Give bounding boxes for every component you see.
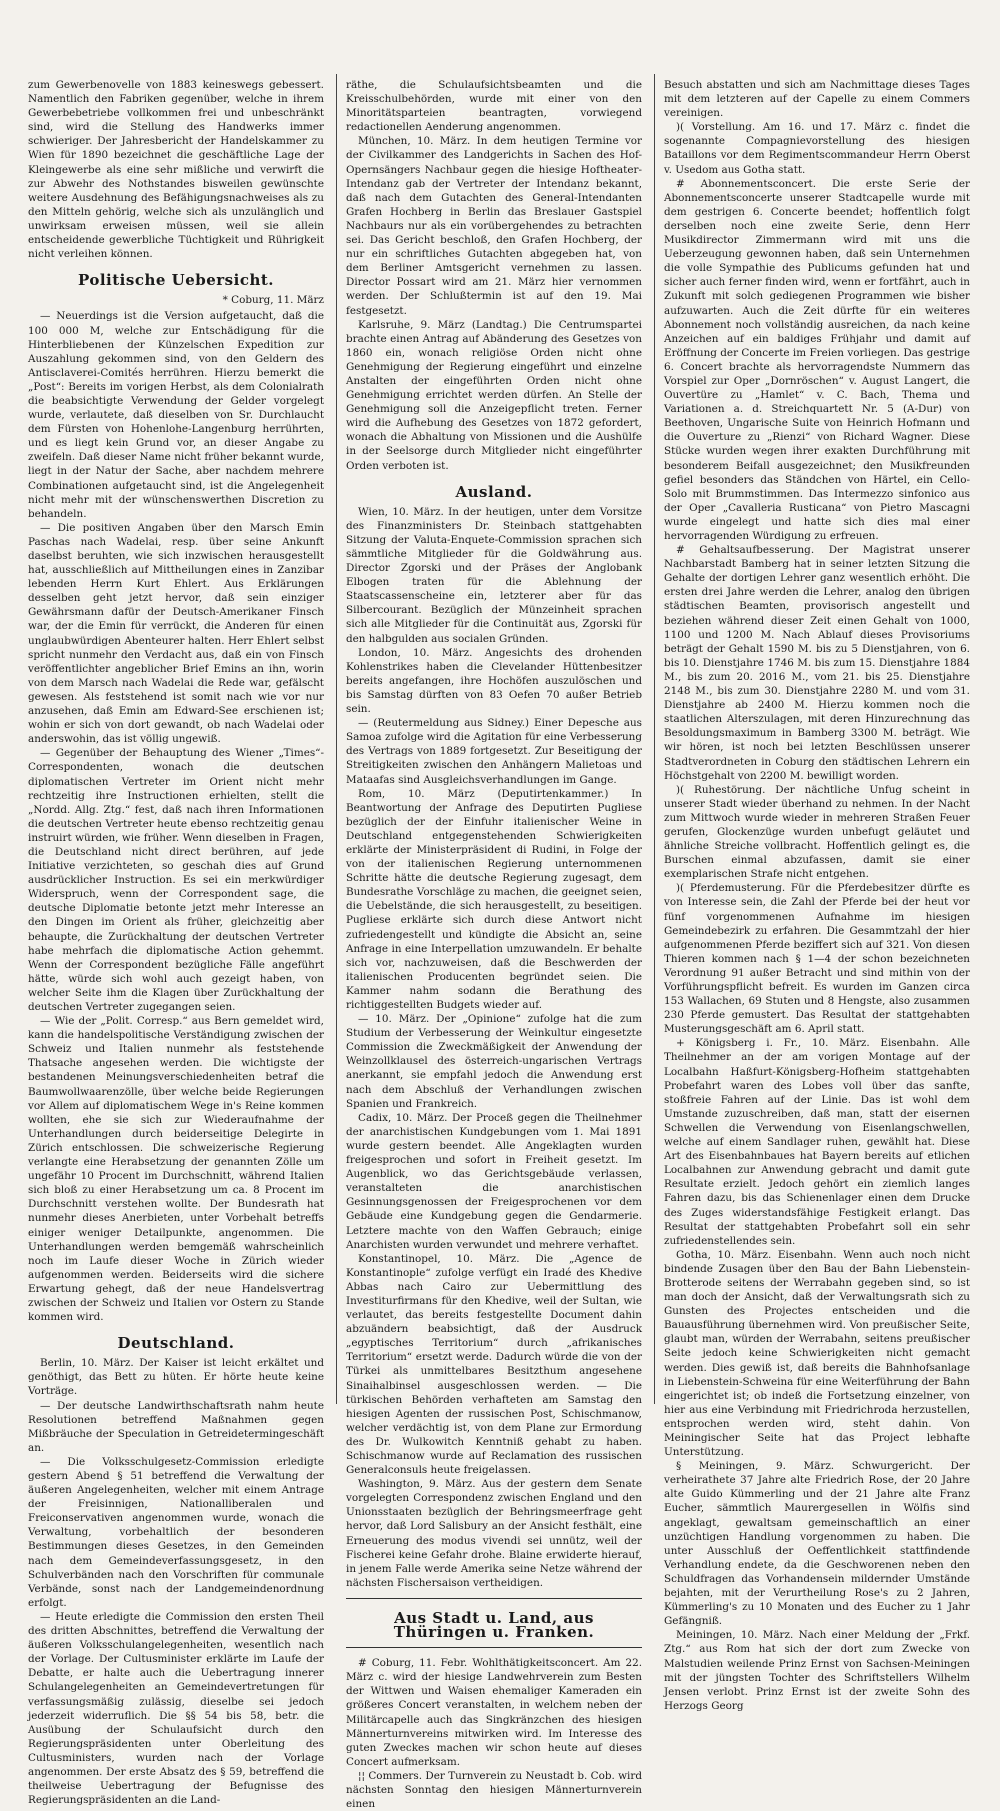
column-2 (346, 78, 642, 1811)
paragraph: + Königsberg i. Fr., 10. März. Eisenbahn. Alle Theilnehmer an der am vorigen Montage auf der Localbahn Haßfurt-Königsberg-Hofheim stattgehabten Probefahrt waren des Lobes voll über das sanfte, stoßfreie Fahren auf der Linie. Das ist wohl dem Umstande zuzuschreiben, daß man, statt der eisernen Schwellen die Verwendung von Eisenlangschwellen, welche auf einem Sandlager ruhen, gewählt hat. Diese Art des Eisenbahnbaues hat Bayern bereits auf etlichen Localbahnen zur Anwendung gebracht und damit gute Resultate erzielt. Jedoch gehört ein ziemlich langes Fahren dazu, bis das Schienenlager einen dem Drucke des Zuges widerstandsfähige Festigkeit erlangt. Das Resultat der stattgehabten Probefahrt soll ein sehr zufriedenstellendes sein. (664, 1037, 970, 1247)
paragraph: Karlsruhe, 9. März (Landtag.) Die Centrumspartei brachte einen Antrag auf Abänderung des Gesetzes von 1860 ein, wonach religiöse Orden nicht ohne Genehmigung der Regierung eingeführt und einzelne Anstalten der eingeführten Orden nicht ohne Genehmigung errichtet werden dürfen. An Stelle der Genehmigung soll die Anzeigepflicht treten. Ferner wird die Aufhebung des Gesetzes von 1872 gefordert, wonach die Abhaltung von Missionen und die Aushülfe in der Seelsorge durch Mitglieder nicht eingeführter Orden verboten ist. (346, 318, 642, 472)
paragraph: )( Pferdemusterung. Für die Pferdebesitzer dürfte es von Interesse sein, die Zahl der Pferde bei der heut vor fünf vorgenommenen Aufnahme im hiesigen Gemeindebezirk zu erfahren. Die Gesammtzahl der hier aufgenommenen Pferde beziffert sich auf 321. Von diesen Thieren kommen nach § 1—4 der schon bezeichneten Verordnung 91 außer Betracht und sind mithin von der Vorführungspflicht befreit. Es wurden im Ganzen circa 153 Wallachen, 69 Stuten und 8 Hengste, also zusammen 230 Pferde gemustert. Das Resultat der stattgehabten Musterungsgeschäft am 6. April statt. (664, 882, 970, 1036)
section-heading-politik: Politische Uebersicht. (77, 271, 275, 290)
paragraph: Berlin, 10. März. Der Kaiser ist leicht erkältet und genöthigt, das Bett zu hüten. Er hörte heute keine Vorträge. (28, 1357, 324, 1398)
paragraph: — (Reutermeldung aus Sidney.) Einer Depesche aus Samoa zufolge wird die Agitation für eine Verbesserung des Vertrags von 1889 fortgesetzt. Zur Beseitigung der Streitigkeiten zwischen den Anhängern Malietoas und Mataafas sind Ausgleichsverhandlungen im Gange. (346, 717, 642, 786)
paragraph: Wien, 10. März. In der heutigen, unter dem Vorsitze des Finanzministers Dr. Steinbach stattgehabten Sitzung der Valuta-Enquete-Commission sprachen sich sämmtliche Mitglieder für die Goldwährung aus. Director Zgorski und der Präses der Anglobank Elbogen traten für die Ablehnung der Staatscassenscheine ein, letzterer aber für das Silbercourant. Bezüglich der Münzeinheit sprachen sich alle Mitglieder für die Continuität aus, Zgorski für den halbgulden aus socialen Gründen. (346, 505, 642, 645)
paragraph: § Meiningen, 9. März. Schwurgericht. Der verheirathete 37 Jahre alte Friedrich Rose, der 20 Jahre alte Guido Kümmerling und der 21 Jahre alte Franz Eucher, sämmtlich Maurergesellen in Wölfis sind angeklagt, gewaltsam gemeinschaftlich an einer unzüchtigen Handlung vorgenommen zu haben. Die unter Ausschluß der Oeffentlichkeit stattfindende Verhandlung endete, da die Geschworenen neben den Schuldfragen das Vorhandensein mildernder Umstände bejahten, mit der Verurtheilung Rose's zu 2 Jahren, Kümmerling's zu 10 Monaten und des Eucher zu 1 Jahr Gefängniß. (664, 1460, 970, 1628)
paragraph: Gotha, 10. März. Eisenbahn. Wenn auch noch nicht bindende Zusagen über den Bau der Bahn Liebenstein-Brotterode seitens der Werrabahn gegeben sind, so ist man doch der Ansicht, daß der Verwaltungsrath sich zu Gunsten des Projectes entscheiden und die Bauausführung übernehmen wird. Von preußischer Seite, glaubt man, würden der Werrabahn, seitens preußischer Seite jedoch keine Schwierigkeiten nicht gemacht werden. Dies gewiß ist, daß bereits die Bahnhofsanlage in Liebenstein-Schweina für eine Weiterführung der Bahn eingerichtet ist; ob indeß die Fortsetzung einzelner, von hier aus eine Verbindung mit Friedrichroda herzustellen, entsprochen werden wird, steht dahin. Von Meiningischer Seite hat das Project lebhafte Unterstützung. (664, 1248, 970, 1459)
paragraph: London, 10. März. Angesichts des drohenden Kohlenstrikes haben die Clevelander Hüttenbesitzer bereits angefangen, ihre Hochöfen auszulöschen und bis Samstag dürften von 83 Oefen 70 außer Betrieb sein. (346, 646, 642, 716)
paragraph: — Die Volksschulgesetz-Commission erledigte gestern Abend § 51 betreffend die Verwaltung der äußeren Angelegenheiten, welcher mit einem Antrage der Freisinnigen, Nationalliberalen und Freiconservativen angenommen wurde, wonach die Verwaltung, vorbehaltlich der besonderen Bestimmungen dieses Gesetzes, in den Gemeinden nach dem Gemeindeverfassungsgesetz, in den Schulverbänden nach den Vorschriften für communale Verbände, sonst nach der Landgemeindenordnung erfolgt. (28, 1455, 324, 1609)
paragraph: — Die positiven Angaben über den Marsch Emin Paschas nach Wadelai, resp. über seine Ankunft daselbst beruhten, wie sich inzwischen herausgestellt hat, ausschließlich auf Mittheilungen eines in Zanzibar lebenden Herrn Kurt Ehlert. Aus Erklärungen desselben geht jetzt hervor, daß sein einziger Gewährsmann dafür der Deutsch-Amerikaner Finsch war, der die Emin für verrückt, die Anderen für einen unglaubwürdigen Abenteurer halten. Herr Ehlert selbst spricht nunmehr den Verdacht aus, daß ein von Finsch veröffentlichter angeblicher Brief Emins an ihn, worin von dem Marsch nach Wadelai die Rede war, gefälscht gewesen. Als feststehend ist somit nach wie vor nur anzusehen, daß Emin am Edward-See erschienen ist; wohin er sich von dort gewandt, ob nach Wadelai oder anderswohin, das ist völlig ungewiß. (28, 521, 324, 746)
paragraph: )( Ruhestörung. Der nächtliche Unfug scheint in unserer Stadt wieder überhand zu nehmen. In der Nacht zum Mittwoch wurde wieder in mehreren Straßen Feuer gerufen, Glockenzüge wurden unbefugt geläutet und ähnliche Streiche vollbracht. Hoffentlich gelingt es, die Burschen einmal abzufassen, damit sie einer exemplarischen Strafe nicht entgehen. (664, 783, 970, 881)
paragraph: zum Gewerbenovelle von 1883 keineswegs gebessert. Namentlich den Fabriken gegenüber, welche in ihrem Gewerbebetriebe vollkommen frei und unbeschränkt sind, wird die Stellung des Handwerks immer schwieriger. Der Jahresbericht der Handelskammer zu Wien für 1890 bezeichnet die geschäftliche Lage der Kleingewerbe als eine sehr mißliche und verwirft die zur Abwehr des Nothstandes bisweilen gewünschte weitere Ausdehnung des Befähigungsnachweises als zu den Mitteln gehörig, welche sich als unzulänglich und unwirksam erweisen müssen, weil sie allein entscheidende gewerbliche Tüchtigkeit und Rührigkeit nicht verleihen können. (28, 79, 324, 261)
paragraph: # Coburg, 11. Febr. Wohlthätigkeitsconcert. Am 22. März c. wird der hiesige Landwehrverein zum Besten der Wittwen und Waisen ehemaliger Kameraden ein größeres Concert veranstalten, in welchem neben der Militärcapelle auch das Singkränzchen des hiesigen Männerturnvereins mitwirken wird. Im Interesse des guten Zweckes machen wir schon heute auf dieses Concert aufmerksam. (346, 1657, 642, 1768)
column-1 (28, 78, 324, 1807)
paragraph: # Gehaltsaufbesserung. Der Magistrat unserer Nachbarstadt Bamberg hat in seiner letzten Sitzung die Gehalte der dortigen Lehrer ganz wesentlich erhöht. Die ersten drei Jahre werden die Lehrer, analog den übrigen städtischen Beamten, provisorisch angestellt und beziehen während dieser Zeit einen Gehalt von 1000, 1100 und 1200 M. Nach Ablauf dieses Provisoriums beträgt der Gehalt 1590 M. bis zu 5 Dienstjahren, von 6. bis 10. Dienstjahre 1746 M. bis zum 15. Dienstjahre 1884 M., bis zum 20. 2016 M., vom 21. bis 25. Dienstjahre 2148 M., bis zum 30. Dienstjahre 2280 M. und vom 31. Dienstjahre ab 2400 M. Hierzu kommen noch die staatlichen Alterszulagen, mit deren Hinzurechnung das Besoldungsmaximum in Bamberg 3300 M. beträgt. Wie wir hören, ist noch bei letzten Beschlüssen unserer Stadtverordneten in Coburg den städtischen Lehrern ein Höchstgehalt von 2200 M. bewilligt worden. (664, 544, 970, 782)
paragraph: — Neuerdings ist die Version aufgetaucht, daß die 100 000 M, welche zur Entschädigung für die Hinterbliebenen der Künzelschen Expedition zur Auszahlung gekommen sind, von den Geldern des Antisclaverei-Comités herrühren. Hierzu bemerkt die „Post“: Bereits im vorigen Herbst, als dem Colonialrath die beabsichtigte Verwendung der Gelder vorgelegt wurde, verlautete, daß dieselben von Sr. Durchlaucht dem Fürsten von Hohenlohe-Langenburg herrührten, und es liegt kein Grund vor, an dieser Angabe zu zweifeln. Daß dieser Name nicht früher bekannt wurde, liegt in der Natur der Sache, aber nachdem mehrere Combinationen aufgetaucht sind, ist die Angelegenheit nicht mehr mit der wünschenswerthen Discretion zu behandeln. (28, 310, 324, 520)
paragraph: Konstantinopel, 10. März. Die „Agence de Konstantinople“ zufolge verfügt ein Iradé des Khedive Abbas nach Cairo zur Uebermittlung des Investiturfirmans für den Khedive, weil der Sultan, wie verlautet, das bereits festgestellte Document dahin abzuändern beabsichtigt, daß der Ausdruck „egyptisches Territorium“ durch „afrikanisches Territorium“ ersetzt werde. Dadurch würde die von der Türkei als unmittelbares Besitzthum angesehene Sinaihalbinsel ausgeschlossen werden. — Die türkischen Behörden verhafteten am Samstag den hiesigen Agenten der russischen Post, Schischmanow, welcher verdächtig ist, von dem Plane zur Ermordung des Dr. Wulkowitch Kenntniß gehabt zu haben. Schischmanow wurde auf Reclamation des russischen Generalconsuls heute freigelassen. (346, 1252, 642, 1477)
paragraph: # Abonnementsconcert. Die erste Serie der Abonnementsconcerte unserer Stadtcapelle wurde mit dem gestrigen 6. Concerte beendet; hoffentlich folgt derselben noch eine zweite Serie, denn Herr Musikdirector Zimmermann wird mit uns die Ueberzeugung gewonnen haben, daß sein Unternehmen die volle Sympathie des Publicums gefunden hat und sicher auch ferner finden wird, wenn er fortfährt, auch in Zukunft mit solch gediegenen Programmen wie bisher aufzuwarten. Auch die Zeit dürfte für ein weiteres Abonnement noch vollständig ausreichen, da nach keine Anzeichen auf ein baldiges Frühjahr und damit auf Eröffnung der Concerte im Freien vorliegen. Das gestrige 6. Concert brachte als hervorragendste Nummern das Vorspiel zur Oper „Dornröschen“ v. August Langert, die Ouvertüre zu „Hamlet“ v. C. Bach, Thema und Variationen a. d. Streichquartett Nr. 5 (A-Dur) von Beethoven, Ungarische Suite von Heinrich Hofmann und die Ouverture zu „Rienzi“ von Richard Wagner. Diese Stücke wurden wegen ihrer exakten Durchführung mit besonderem Beifall ausgezeichnet; den Musikfreunden gefiel besonders das Ständchen von Härtel, ein Cello-Solo mit Brummstimmen. Das Intermezzo sinfonico aus der Oper „Cavalleria Rusticana“ von Pietro Mascagni wurde eingelegt und hatte sich dies mal einer hervorragenden Würdigung zu erfreuen. (664, 177, 970, 542)
paragraph: Cadix, 10. März. Der Proceß gegen die Theilnehmer der anarchistischen Kundgebungen vom 1. Mai 1891 wurde gestern beendet. Alle Angeklagten wurden freigesprochen und sofort in Freiheit gesetzt. Im Augenblick, wo das Gerichtsgebäude verlassen, veranstalteten die anarchistischen Gesinnungsgenossen der Freigesprochenen vor dem Gebäude eine Kundgebung gegen die Gendarmerie. Letztere machte von den Waffen Gebrauch; einige Anarchisten wurden verwundet und mehrere verhaftet. (346, 1111, 642, 1251)
paragraph: — Heute erledigte die Commission den ersten Theil des dritten Abschnittes, betreffend die Verwaltung der äußeren Volksschulangelegenheiten, wesentlich nach der Vorlage. Der Cultusminister erklärte im Laufe der Debatte, er halte auch die Uebertragung innerer Schulangelegenheiten an Gemeindevertretungen für verfassungsmäßig zulässig, dieselbe sei jedoch jederzeit widerruflich. Die §§ 54 bis 58, betr. die Ausübung der Schulaufsicht durch den Regierungspräsidenten unter Oberleitung des Cultusministers, wurden nach der Vorlage angenommen. Der erste Absatz des § 59, betreffend die theilweise Uebertragung der Befugnisse des Regierungspräsidenten an die Land- (28, 1610, 324, 1807)
paragraph: Meiningen, 10. März. Nach einer Meldung der „Frkf. Ztg.“ aus Rom hat sich der dort zum Zwecke von Malstudien weilende Prinz Ernst von Sachsen-Meiningen mit der jüngsten Tochter des Schriftstellers Wilhelm Jensen verlobt. Prinz Ernst ist der zweite Sohn des Herzogs Georg (664, 1629, 970, 1712)
dateline: * Coburg, 11. März (222, 294, 324, 307)
paragraph: — Gegenüber der Behauptung des Wiener „Times“-Correspondenten, wonach die deutschen diplomatischen Vertreter im Orient nicht mehr rechtzeitig ihre Instructionen erhielten, stellt die „Nordd. Allg. Ztg.“ fest, daß nach ihren Informationen die deutschen Vertreter heute ebenso rechtzeitig genau instruirt würden, wie früher. Wenn dieselben in Fragen, die Deutschland nicht direct berühren, auf jede Initiative verzichteten, so geschah dies auf Grund ausdrücklicher Instruction. Es sei ein merkwürdiger Widerspruch, wenn der Correspondent sage, die deutsche Diplomatie betonte jetzt mehr Interesse an den Dingen im Orient als früher, gleichzeitig aber behaupte, die Zurückhaltung der deutschen Vertreter habe mehrfach die diplomatische Action gehemmt. Wenn der Correspondent bezügliche Fälle angeführt hätte, würde sich wohl auch gezeigt haben, von welcher Seite ihm die Klagen über Zurückhaltung der deutschen Vertreter zugegangen seien. (28, 747, 324, 1013)
section-heading-thueringen: Aus Stadt u. Land, aus Thüringen u. Franken. (393, 1608, 595, 1642)
paragraph: Besuch abstatten und sich am Nachmittage dieses Tages mit dem letzteren auf der Capelle zu einem Commers vereinigen. (664, 79, 970, 120)
paragraph: ¦¦ Commers. Der Turnverein zu Neustadt b. Cob. wird nächsten Sonntag den hiesigen Männerturnverein einen (346, 1769, 642, 1811)
section-heading-ausland: Ausland. (455, 482, 533, 501)
section-heading-deutschland: Deutschland. (117, 1334, 235, 1353)
column-3 (664, 78, 970, 1712)
paragraph: — Wie der „Polit. Corresp.“ aus Bern gemeldet wird, kann die handelspolitische Verständigung zwischen der Schweiz und Italien nunmehr als feststehende Thatsache angesehen werden. Die wichtigste der bestandenen Meinungsverschiedenheiten betraf die Baumwollwaarenzölle, über welche beide Regierungen vor Allem auf diplomatischem Wege in's Reine kommen wollten, ehe sie sich zur Wiederaufnahme der Unterhandlungen durch beiderseitige Delegirte in Zürich entschlossen. Die schweizerische Regierung verlangte eine Herabsetzung der genannten Zölle um ungefähr 10 Procent im Durchschnitt, während Italien sich bloß zu einer Herabsetzung um ca. 8 Procent im Durchschnitt verstehen wollte. Der Bundesrath hat nunmehr dieses Anerbieten, unter Vorbehalt betreffs einiger weniger Detailpunkte, angenommen. Die Unterhandlungen werden bemgemäß wahrscheinlich noch im Laufe dieser Woche in Zürich wieder aufgenommen werden. Beiderseits wird die sichere Erwartung gehegt, daß der neue Handelsvertrag zwischen der Schweiz und Italien vor Ostern zu Stande kommen wird. (28, 1015, 324, 1324)
paragraph: München, 10. März. In dem heutigen Termine vor der Civilkammer des Landgerichts in Sachen des Hof-Opernsängers Nachbaur gegen die hiesige Hoftheater-Intendanz gab der Vertreter der Intendanz bekannt, daß nach dem Gutachten des General-Intendanten Grafen Hochberg in Berlin das Breslauer Gastspiel Nachbaurs nur als ein vorübergehendes zu betrachten sei. Das Gericht beschloß, den Grafen Hochberg, der nur ein schriftliches Gutachten abgegeben hat, von dem Berliner Amtsgericht vernehmen zu lassen. Director Possart wird am 21. März hier vernommen werden. Der Schlußtermin ist auf den 19. Mai festgesetzt. (346, 135, 642, 317)
divider (346, 1647, 642, 1648)
paragraph: — Der deutsche Landwirthschaftsrath nahm heute Resolutionen betreffend Maßnahmen gegen Mißbräuche der Speculation in Getreidetermingeschäft an. (28, 1399, 324, 1454)
paragraph: — 10. März. Der „Opinione“ zufolge hat die zum Studium der Verbesserung der Weinkultur eingesetzte Commission die Zweckmäßigkeit der Anwendung der Weinzollklausel des österreich-ungarischen Vertrags anerkannt, sie empfahl jedoch die Anwendung erst nach dem Abschluß der Verhandlungen zwischen Spanien und Frankreich. (346, 1013, 642, 1110)
column-rule (654, 74, 655, 1404)
column-rule (336, 74, 337, 1404)
paragraph: Washington, 9. März. Aus der gestern dem Senate vorgelegten Correspondenz zwischen England und den Unionsstaaten bezüglich der Behringsmeerfrage geht hervor, daß Lord Salisbury an der Ansicht festhält, eine Erneuerung des modus vivendi sei unnütz, weil der Fischerei keine Gefahr drohe. Blaine erwiderte hierauf, in jenem Falle werde Amerika seine Netze während der nächsten Fischersaison vertheidigen. (346, 1478, 642, 1589)
paragraph: )( Vorstellung. Am 16. und 17. März c. findet die sogenannte Compagnievorstellung des hiesigen Bataillons vor dem Regimentscommandeur Herrn Oberst v. Usedom aus Gotha statt. (664, 121, 970, 176)
paragraph: räthe, die Schulaufsichtsbeamten und die Kreisschulbehörden, wurde mit einer von den Minoritätsparteien beantragten, vorwiegend redactionellen Aenderung angenommen. (346, 79, 642, 134)
divider (346, 1598, 642, 1599)
paragraph: Rom, 10. März (Deputirtenkammer.) In Beantwortung der Anfrage des Deputirten Pugliese bezüglich der der Einfuhr italienischer Weine in Deutschland entgegenstehenden Schwierigkeiten erklärte der Ministerpräsident di Rudini, in Folge der von der italienischen Regierung unternommenen Schritte hätte die deutsche Regierung zugesagt, dem Bundesrathe Vorschläge zu machen, die geeignet seien, die Uebelstände, die sich herausgestellt, zu beseitigen. Pugliese erklärte sich durch diese Antwort nicht zufriedengestellt und kündigte die Absicht an, seine Anfrage in eine Interpellation umzuwandeln. Er behalte sich vor, nachzuweisen, daß die Beschwerden der italienischen Producenten begründet seien. Die Kammer nahm sodann die Berathung des richtiggestellten Budgets wieder auf. (346, 787, 642, 1011)
